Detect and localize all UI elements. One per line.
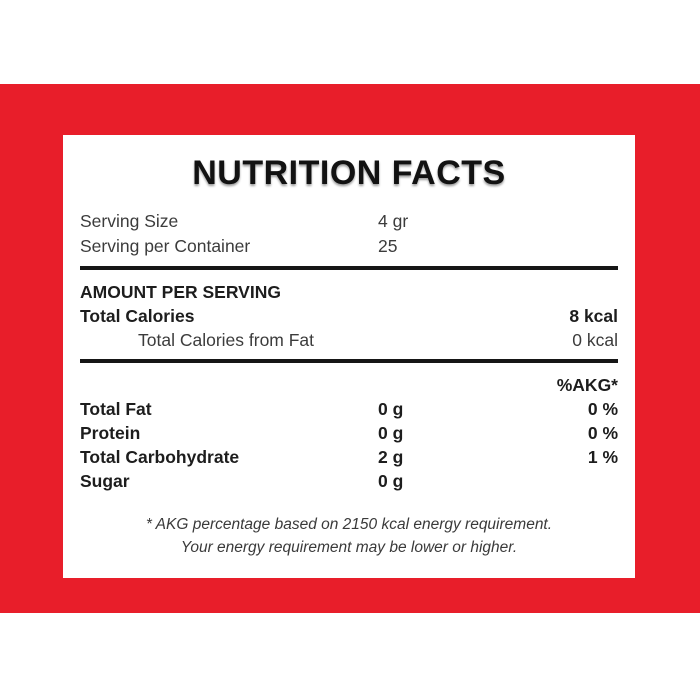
divider-line-middle [80,359,618,363]
serving-size-row [80,209,618,234]
calories-from-fat-row [80,328,618,352]
nutrient-row-total-fat [80,397,618,421]
nutrient-name: Sugar [80,471,130,491]
total-calories-row [80,304,618,328]
red-background [0,84,700,613]
nutrient-row-protein [80,421,618,445]
serving-size-label: Serving Size [80,211,179,231]
serving-per-container-value: 25 [378,236,398,256]
nutrient-percent: 1 % [587,447,618,467]
nutrient-amount: 0 g [378,471,404,491]
nutrient-percent: 0 % [587,423,618,443]
akg-footnote-line2: Your energy requirement may be lower or higher. [180,539,518,556]
nutrient-amount: 2 g [378,447,404,467]
serving-size-value: 4 gr [378,211,409,231]
percent-akg-header: %AKG* [556,375,618,395]
nutrient-name: Total Fat [80,399,152,419]
nutrition-facts-title: NUTRITION FACTS [192,154,506,192]
nutrition-facts-panel [63,135,635,578]
nutrient-name: Total Carbohydrate [80,447,240,467]
calories-from-fat-value: 0 kcal [572,330,618,350]
total-calories-label: Total Calories [80,306,195,326]
serving-per-container-label: Serving per Container [80,236,251,256]
akg-footnote-line1: * AKG percentage based on 2150 kcal energy requirement. [145,516,553,533]
nutrient-row-sugar [80,469,618,493]
nutrient-percent: 0 % [587,399,618,419]
amount-per-serving-header: AMOUNT PER SERVING [80,282,281,302]
akg-footnote [80,513,618,559]
divider-line-top [80,266,618,270]
nutrient-name: Protein [80,423,141,443]
nutrient-row-total-carbohydrate [80,445,618,469]
serving-per-container-row [80,234,618,259]
nutrient-amount: 0 g [378,399,404,419]
calories-from-fat-label: Total Calories from Fat [138,330,315,350]
total-calories-value: 8 kcal [569,306,618,326]
nutrient-amount: 0 g [378,423,404,443]
